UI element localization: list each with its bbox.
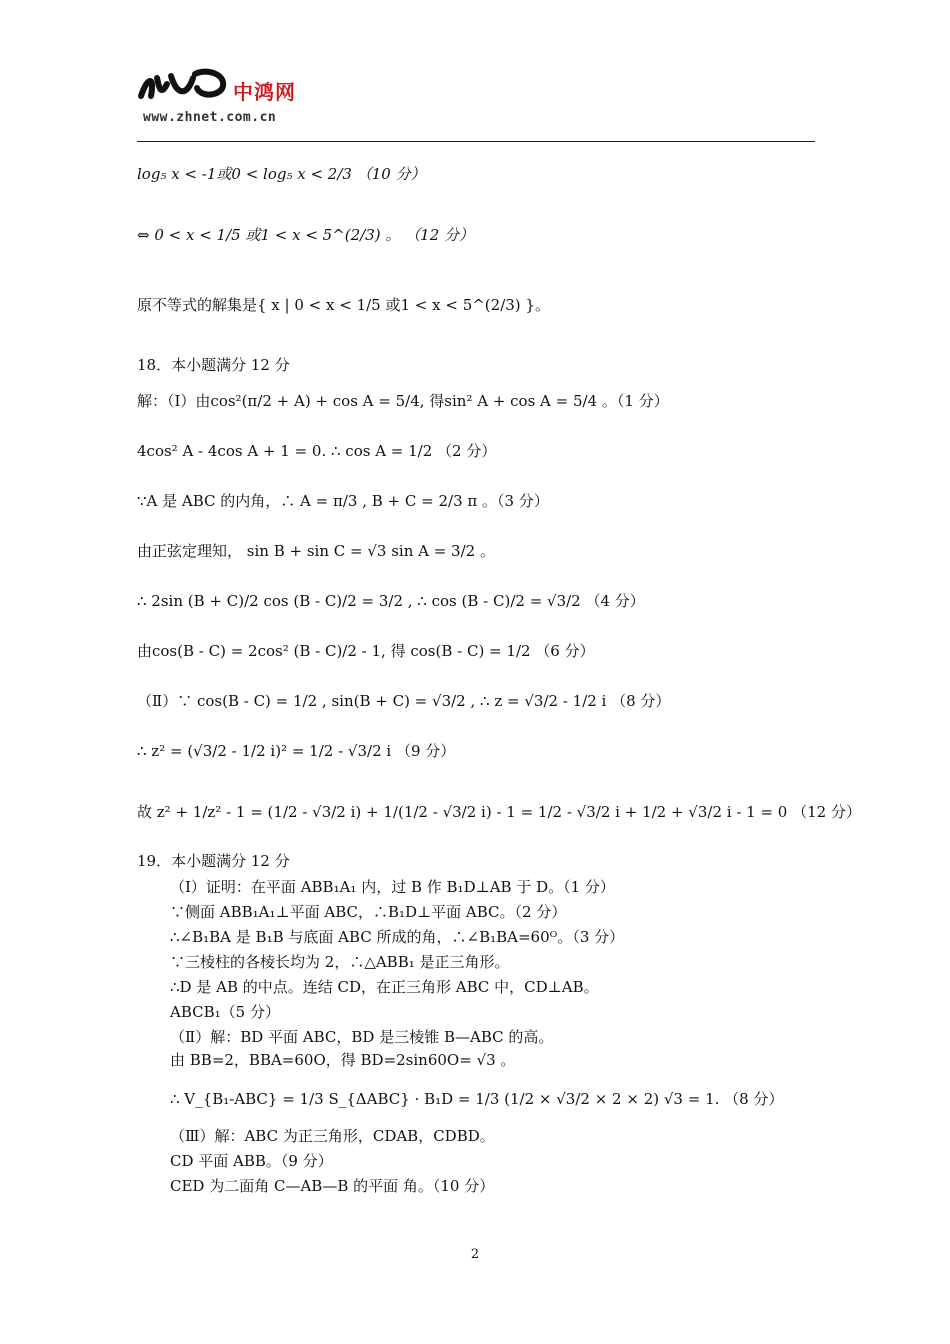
page-header [137,66,817,144]
problem-19-heading: 19．本小题满分 12 分 [137,852,290,870]
line-solution-set: 原不等式的解集是{ x | 0 < x < 1/5 或1 < x < 5^(2/3) }。 [137,296,550,314]
line-19-proof-1: （Ⅰ）证明：在平面 ABB₁A₁ 内，过 B 作 B₁D⊥AB 于 D。（1 分） [170,878,615,896]
site-url: www.zhnet.com.cn [143,110,277,125]
line-log-inequality: log₅ x < -1或0 < log₅ x < 2/3 （10 分） [137,165,426,183]
zhnet-logo-icon [137,66,229,106]
line-equivalent-interval: ⇔ 0 < x < 1/5 或1 < x < 5^(2/3) 。 （12 分） [137,226,475,244]
line-18-step-2: 4cos² A - 4cos A + 1 = 0. ∴ cos A = 1/2 （2 分） [137,442,497,460]
line-19-proof-5: ∴D 是 AB 的中点。连结 CD，在正三角形 ABC 中，CD⊥AB。 [170,978,599,996]
header-divider [137,141,815,142]
line-18-step-5: ∴ 2sin (B + C)/2 cos (B - C)/2 = 3/2 , ∴ cos (B - C)/2 = √3/2 （4 分） [137,592,645,610]
line-19-proof-2: ∵侧面 ABB₁A₁⊥平面 ABC，∴B₁D⊥平面 ABC。（2 分） [170,903,567,921]
line-19-part-3-2: CD 平面 ABB。（9 分） [170,1152,333,1170]
line-18-step-3: ∵A 是 ABC 的内角，∴ A = π/3 , B + C = 2/3 π 。（3 分） [137,492,549,510]
line-18-step-6: 由cos(B - C) = 2cos² (B - C)/2 - 1, 得 cos(B - C) = 1/2 （6 分） [137,642,595,660]
line-18-part-2-step-3: 故 z² + 1/z² - 1 = (1/2 - √3/2 i) + 1/(1/2 - √3/2 i) - 1 = 1/2 - √3/2 i + 1/2 + √3/2 i - 1 = 0 （12 分） [137,803,861,821]
logo-text: 中鸿网 [233,80,296,104]
line-19-part-3-3: CED 为二面角 C—AB—B 的平面 角。（10 分） [170,1177,495,1195]
line-18-step-1: 解：（Ⅰ）由cos²(π/2 + A) + cos A = 5/4, 得sin² A + cos A = 5/4 。（1 分） [137,392,669,410]
problem-18-heading: 18．本小题满分 12 分 [137,356,290,374]
line-19-proof-6: ABCB₁（5 分） [170,1003,280,1021]
line-18-part-2-step-1: （Ⅱ）∵ cos(B - C) = 1/2 , sin(B + C) = √3/2 , ∴ z = √3/2 - 1/2 i （8 分） [137,692,671,710]
line-19-part-3-1: （Ⅲ）解：ABC 为正三角形，CDAB，CDBD。 [170,1127,495,1145]
line-19-volume: ∴ V_{B₁-ABC} = 1/3 S_{ΔABC} · B₁D = 1/3 (1/2 × √3/2 × 2 × 2) √3 = 1. （8 分） [170,1090,784,1108]
line-19-part-2-2: 由 BB=2，BBA=60O，得 BD=2sin60O= √3 。 [170,1051,516,1069]
line-19-part-2-1: （Ⅱ）解：BD 平面 ABC，BD 是三棱锥 B—ABC 的高。 [170,1028,554,1046]
line-19-proof-3: ∴∠B₁BA 是 B₁B 与底面 ABC 所成的角，∴∠B₁BA=60ᴼ。（3 分） [170,928,625,946]
line-18-part-2-step-2: ∴ z² = (√3/2 - 1/2 i)² = 1/2 - √3/2 i （9 分） [137,742,456,760]
line-19-proof-4: ∵三棱柱的各棱长均为 2，∴△ABB₁ 是正三角形。 [170,953,510,971]
line-18-step-4: 由正弦定理知， sin B + sin C = √3 sin A = 3/2 。 [137,542,495,560]
page-number: 2 [470,1247,480,1262]
